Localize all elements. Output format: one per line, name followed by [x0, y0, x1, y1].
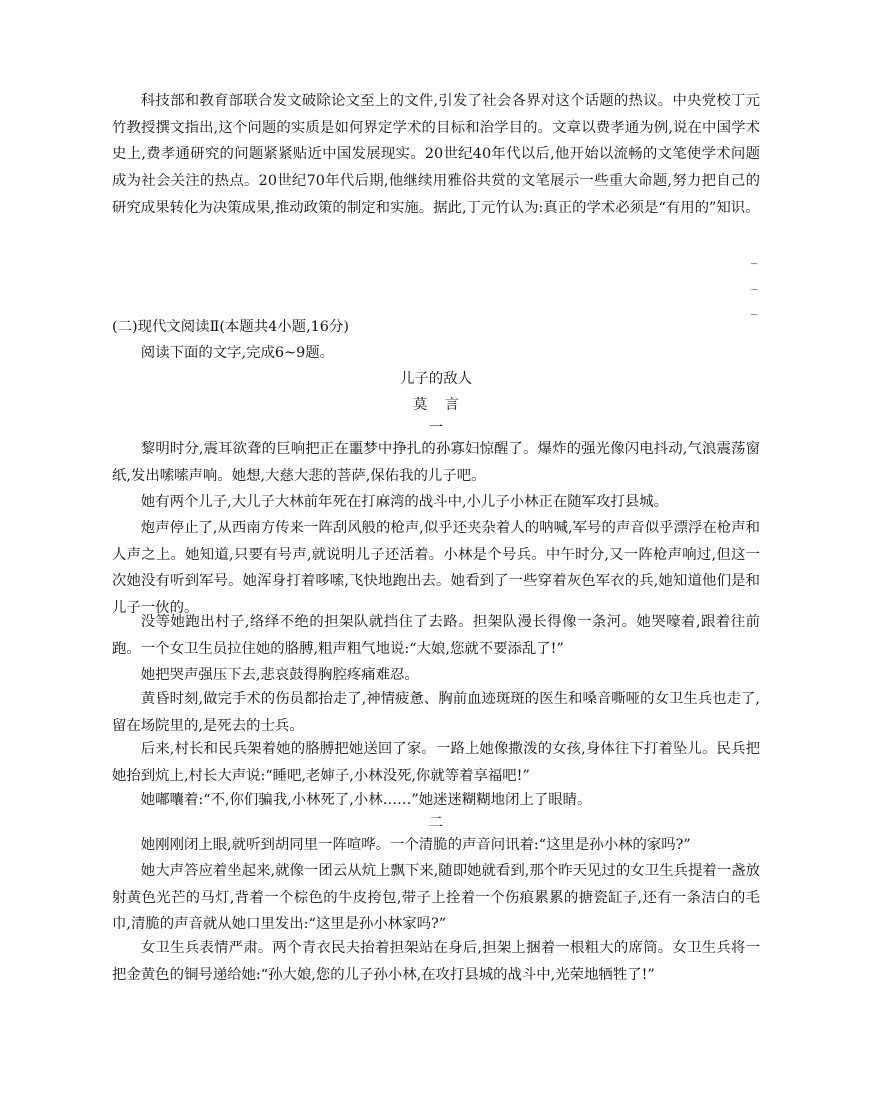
part-two-marker: 二 — [428, 815, 444, 831]
story-paragraph: 她刚刚闭上眼,就听到胡同里一阵喧哗。一个清脆的声音问讯着:“这里是孙小林的家吗?” — [140, 837, 691, 853]
story-paragraph: 黎明时分,震耳欲聋的巨响把正在噩梦中挣扎的孙寡妇惊醒了。爆炸的强光像闪电抖动,气浪震荡窗纸,发出嗦嗦声响。她想,大慈大悲的菩萨,保佑我的儿子吧。 — [112, 441, 760, 484]
intro-paragraph: 科技部和教育部联合发文破除论文至上的文件,引发了社会各界对这个话题的热议。中央党校丁元竹教授撰文指出,这个问题的实质是如何界定学术的目标和治学目的。文章以费孝通为例,说在中国学术史上,费孝通研究的问题紧紧贴近中国发展现实。20世纪40年代以后,他开始以流畅的文笔使学术问题成为社会关注的热点。20世纪70年代后期,他继续用雅俗共赏的文笔展示一些重大命题,努力把自己的研究成果转化为决策成果,推动政策的制定和实施。据此,丁元竹认为:真正的学术必须是“有用的”知识。 — [112, 93, 760, 216]
story-paragraph: 她把哭声强压下去,悲哀鼓得胸腔疼痛难忍。 — [140, 667, 419, 683]
section-heading: (二)现代文阅读Ⅱ(本题共4小题,16分) — [112, 319, 349, 335]
story-paragraph: 她大声答应着坐起来,就像一团云从炕上飘下来,随即她就看到,那个昨天见过的女卫生兵提着一盏放射黄色光芒的马灯,背着一个棕色的牛皮挎包,带子上拴着一个伤痕累累的搪瓷缸子,还有一条洁白的毛巾,清脆的声音就从她口里发出:“这里是孙小林家吗?” — [112, 863, 760, 933]
story-paragraph: 没等她跑出村子,络绎不绝的担架队就挡住了去路。担架队漫长得像一条河。她哭嚎着,跟着往前跑。一个女卫生员拉住她的胳膊,粗声粗气地说:“大娘,您就不要添乱了!” — [112, 614, 760, 657]
story-paragraph: 炮声停止了,从西南方传来一阵刮风般的枪声,似乎还夹杂着人的呐喊,军号的声音似乎漂浮在枪声和人声之上。她知道,只要有号声,就说明儿子还活着。小林是个号兵。中午时分,又一阵枪声响过,但这一次她没有听到军号。她浑身打着哆嗦,飞快地跑出去。她看到了一些穿着灰色军衣的兵,她知道他们是和儿子一伙的。 — [112, 520, 760, 617]
story-paragraph: 女卫生兵表情严肃。两个青衣民夫抬着担架站在身后,担架上捆着一根粗大的席筒。女卫生兵将一把金黄色的铜号递给她:“孙大娘,您的儿子孙小林,在攻打县城的战斗中,光荣地牺牲了!” — [112, 940, 760, 983]
answer-line-3: _ — [751, 301, 758, 316]
story-title: 儿子的敌人 — [400, 371, 472, 387]
author-name: 莫言 — [412, 397, 477, 413]
story-paragraph: 黄昏时刻,做完手术的伤员都抬走了,神情疲惫、胸前血迹斑斑的医生和嗓音嘶哑的女卫生兵也走了,留在场院里的,是死去的士兵。 — [112, 691, 760, 734]
instruction: 阅读下面的文字,完成6~9题。 — [140, 345, 335, 361]
part-one-marker: 一 — [428, 420, 444, 436]
story-paragraph: 后来,村长和民兵架着她的胳膊把她送回了家。一路上她像撒泼的女孩,身体往下打着坠儿。民兵把她抬到炕上,村长大声说:“睡吧,老婶子,小林没死,你就等着享福吧!” — [112, 741, 760, 784]
story-paragraph: 她嘟囔着:“不,你们骗我,小林死了,小林……”她迷迷糊糊地闭上了眼睛。 — [140, 792, 592, 808]
answer-line-1: _ — [751, 250, 758, 265]
story-paragraph: 她有两个儿子,大儿子大林前年死在打麻湾的战斗中,小儿子小林正在随军攻打县城。 — [140, 494, 669, 510]
answer-line-2: _ — [751, 276, 758, 291]
